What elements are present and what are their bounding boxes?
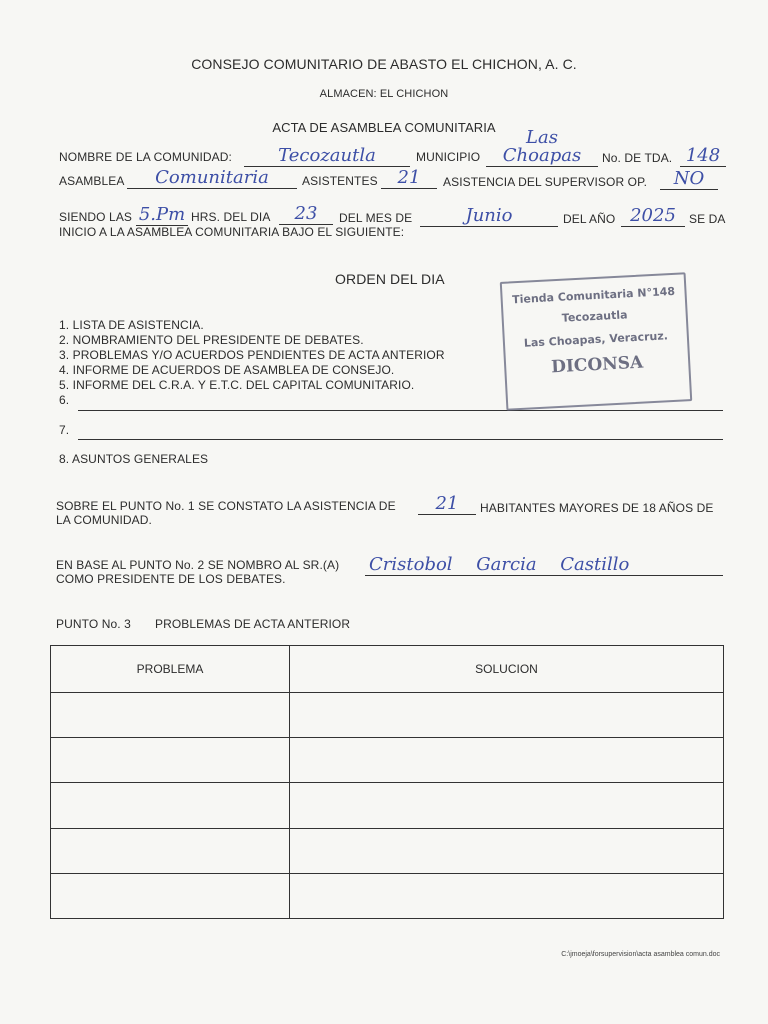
asamblea-value: Comunitaria: [155, 167, 269, 188]
stamp-line-4: DICONSA: [550, 352, 644, 378]
table-row: [51, 738, 724, 783]
acta-heading: ACTA DE ASAMBLEA COMUNITARIA: [272, 120, 496, 135]
punto3-title: PROBLEMAS DE ACTA ANTERIOR: [155, 617, 351, 631]
orden-item: 1. LISTA DE ASISTENCIA.: [59, 318, 204, 332]
table-row: [51, 783, 724, 828]
solucion-cell[interactable]: [290, 828, 724, 873]
stamp-line-3: Las Choapas, Veracruz.: [523, 329, 669, 350]
asamblea-field[interactable]: [127, 168, 297, 189]
punto1-line2: LA COMUNIDAD.: [56, 513, 152, 527]
orden-list: [59, 318, 445, 393]
mes-field[interactable]: [420, 206, 558, 227]
punto2-line2: COMO PRESIDENTE DE LOS DEBATES.: [56, 572, 286, 586]
punto2-field[interactable]: [365, 555, 723, 576]
asamblea-label: ASAMBLEA: [59, 174, 125, 188]
hora-value: 5.Pm: [138, 204, 186, 225]
municipio-label: MUNICIPIO: [416, 150, 481, 164]
table-row: [51, 693, 724, 738]
dia-field[interactable]: [279, 204, 333, 225]
tienda-value: 148: [685, 145, 721, 166]
hora-field[interactable]: [136, 205, 188, 226]
asistentes-label: ASISTENTES: [302, 174, 378, 188]
orden-item: 3. PROBLEMAS Y/O ACUERDOS PENDIENTES DE ACTA ANTERIOR: [59, 348, 445, 362]
orden-item: 5. INFORME DEL C.R.A. Y E.T.C. DEL CAPITAL COMUNITARIO.: [59, 378, 415, 392]
tienda-label: No. DE TDA.: [602, 151, 673, 165]
solucion-cell[interactable]: [290, 783, 724, 828]
anio-value: 2025: [630, 205, 676, 226]
almacen-heading: ALMACEN: EL CHICHON: [319, 88, 449, 100]
dia-value: 23: [294, 203, 318, 224]
stamp-line-1: Tienda Comunitaria N°148: [511, 284, 676, 307]
tienda-field[interactable]: [680, 146, 726, 167]
asistentes-value: 21: [397, 167, 421, 188]
stamp-line-2: Tecozautla: [561, 308, 628, 325]
problema-cell[interactable]: [51, 828, 290, 873]
col-problema: PROBLEMA: [51, 646, 290, 693]
orden-item-8: 8. ASUNTOS GENERALES: [59, 452, 209, 466]
punto2-value: Cristobol Garcia Castillo: [369, 554, 630, 575]
table-row: [51, 828, 724, 873]
comunidad-field[interactable]: [244, 146, 410, 167]
hrs-label: HRS. DEL DIA: [191, 210, 271, 224]
document-title: CONSEJO COMUNITARIO DE ABASTO EL CHICHON, A. C.: [191, 56, 577, 72]
problema-cell[interactable]: [51, 693, 290, 738]
municipio-value: Las Choapas: [502, 127, 582, 166]
supervisor-label: ASISTENCIA DEL SUPERVISOR OP.: [443, 175, 648, 189]
solucion-cell[interactable]: [290, 693, 724, 738]
diconsa-stamp: [500, 272, 692, 411]
problema-cell[interactable]: [51, 783, 290, 828]
orden-item-6: 6.: [59, 393, 70, 407]
orden-item: 2. NOMBRAMIENTO DEL PRESIDENTE DE DEBATES.: [59, 333, 364, 347]
problemas-table: [50, 645, 724, 919]
orden-title: ORDEN DEL DIA: [335, 271, 445, 287]
comunidad-label: NOMBRE DE LA COMUNIDAD:: [59, 150, 232, 164]
file-path-footer: C:\jmoeja\forsupervision\acta asamblea comun.doc: [561, 951, 720, 958]
table-header-row: [51, 646, 724, 693]
anio-field[interactable]: [621, 206, 685, 227]
solucion-cell[interactable]: [290, 873, 724, 918]
supervisor-value: NO: [673, 168, 705, 189]
anio-label: DEL AÑO: [563, 212, 616, 226]
asistentes-field[interactable]: [381, 168, 437, 189]
se-da-label: SE DA: [689, 212, 726, 226]
punto1-value: 21: [435, 493, 459, 514]
orden-item-7: 7.: [59, 423, 70, 437]
orden-item-7-line[interactable]: [78, 419, 723, 440]
table-row: [51, 873, 724, 918]
supervisor-field[interactable]: [660, 169, 718, 190]
punto1-prefix: SOBRE EL PUNTO No. 1 SE CONSTATO LA ASISTENCIA DE: [56, 499, 396, 513]
problema-cell[interactable]: [51, 738, 290, 783]
solucion-cell[interactable]: [290, 738, 724, 783]
problema-cell[interactable]: [51, 873, 290, 918]
municipio-field[interactable]: [486, 127, 598, 167]
mes-label: DEL MES DE: [339, 211, 413, 225]
siendo-label: SIENDO LAS: [59, 210, 133, 224]
punto2-prefix: EN BASE AL PUNTO No. 2 SE NOMBRO AL SR.(A): [56, 558, 340, 572]
orden-item: 4. INFORME DE ACUERDOS DE ASAMBLEA DE CONSEJO.: [59, 363, 395, 377]
punto1-field[interactable]: [418, 494, 476, 515]
punto1-suffix: HABITANTES MAYORES DE 18 AÑOS DE: [480, 501, 714, 515]
comunidad-value: Tecozautla: [278, 145, 376, 166]
mes-value: Junio: [465, 205, 513, 226]
col-solucion: SOLUCION: [290, 646, 724, 693]
inicio-text: INICIO A LA ASAMBLEA COMUNITARIA BAJO EL SIGUIENTE:: [59, 225, 405, 239]
punto3-label: PUNTO No. 3: [56, 617, 131, 631]
